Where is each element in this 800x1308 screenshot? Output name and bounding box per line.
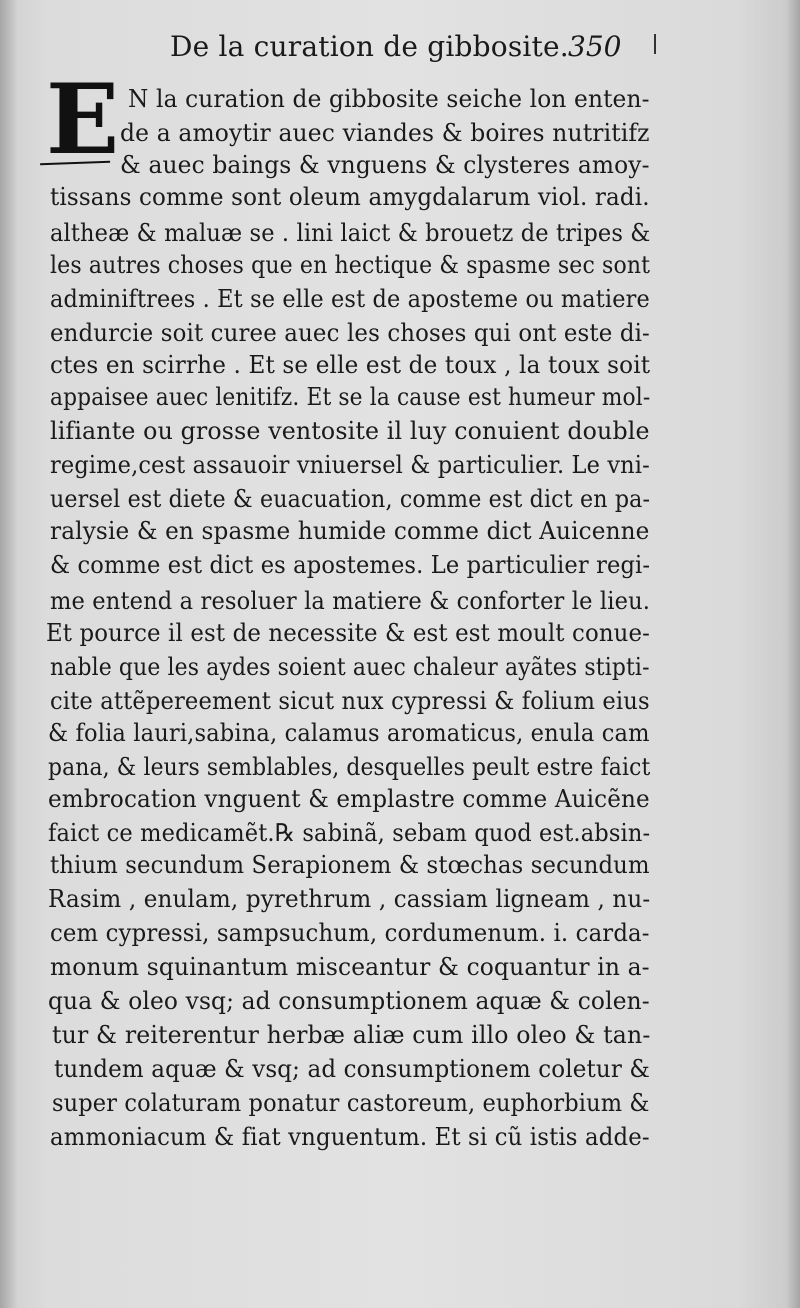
text-line: ctes en scirrhe . Et se elle est de toux , la toux soit bbox=[50, 350, 651, 379]
text-line: Rasim , enulam, pyrethrum , cassiam ligneam , nu- bbox=[48, 884, 651, 913]
text-line: faict ce medicamẽt.℞ sabinã, sebam quod est.absin- bbox=[48, 818, 651, 847]
text-line: cite attẽpereement sicut nux cypressi & folium eius bbox=[50, 686, 650, 715]
text-line: N la curation de gibbosite seiche lon enten- bbox=[128, 84, 650, 113]
running-header: De la curation de gibbosite. bbox=[170, 30, 569, 63]
text-line: tur & reiterentur herbæ aliæ cum illo oleo & tan- bbox=[52, 1020, 651, 1049]
text-line: & auec baings & vnguens & clysteres amoy- bbox=[120, 150, 650, 179]
text-line: nable que les aydes soient auec chaleur ayãtes stipti- bbox=[50, 652, 650, 681]
text-line: ammoniacum & fiat vnguentum. Et si cũ istis adde- bbox=[50, 1122, 650, 1151]
text-line: adminiftrees . Et se elle est de aposteme ou matiere bbox=[50, 284, 650, 313]
drop-cap-letter: E bbox=[46, 63, 120, 176]
text-line: me entend a resoluer la matiere & conforter le lieu. bbox=[50, 586, 651, 615]
text-line: lifiante ou grosse ventosite il luy conuient double bbox=[50, 416, 650, 445]
text-line: super colaturam ponatur castoreum, euphorbium & bbox=[52, 1088, 650, 1117]
text-line: cem cypressi, sampsuchum, cordumenum. i. carda- bbox=[50, 918, 650, 947]
text-line: monum squinantum misceantur & coquantur in a- bbox=[50, 952, 650, 981]
text-line: endurcie soit curee auec les choses qui ont este di- bbox=[50, 318, 650, 347]
text-line: appaisee auec lenitifz. Et se la cause est humeur mol- bbox=[50, 382, 651, 411]
text-line: les autres choses que en hectique & spasme sec sont bbox=[50, 250, 651, 279]
text-line: ralysie & en spasme humide comme dict Auicenne bbox=[50, 516, 650, 545]
text-line: Et pource il est de necessite & est est moult conue- bbox=[46, 618, 651, 647]
text-line: thium secundum Serapionem & stœchas secundum bbox=[50, 850, 650, 879]
text-line: & folia lauri,sabina, calamus aromaticus, enula cam bbox=[48, 718, 650, 747]
text-line: uersel est diete & euacuation, comme est dict en pa- bbox=[50, 484, 651, 513]
text-line: de a amoytir auec viandes & boires nutritifz bbox=[120, 118, 650, 147]
text-line: qua & oleo vsq; ad consumptionem aquæ & colen- bbox=[48, 986, 650, 1015]
text-line: & comme est dict es apostemes. Le particulier regi- bbox=[50, 550, 651, 579]
text-line: embrocation vnguent & emplastre comme Auicẽne bbox=[48, 784, 650, 813]
text-line: tissans comme sont oleum amygdalarum viol. radi. bbox=[50, 182, 650, 211]
text-line: regime,cest assauoir vniuersel & particulier. Le vni- bbox=[50, 450, 650, 479]
page-number: 350 bbox=[568, 30, 622, 63]
text-line: tundem aquæ & vsq; ad consumptionem coletur & bbox=[54, 1054, 651, 1083]
text-line: altheæ & maluæ se . lini laict & brouetz de tripes & bbox=[50, 218, 651, 247]
text-line: pana, & leurs semblables, desquelles peult estre faict bbox=[48, 752, 651, 781]
